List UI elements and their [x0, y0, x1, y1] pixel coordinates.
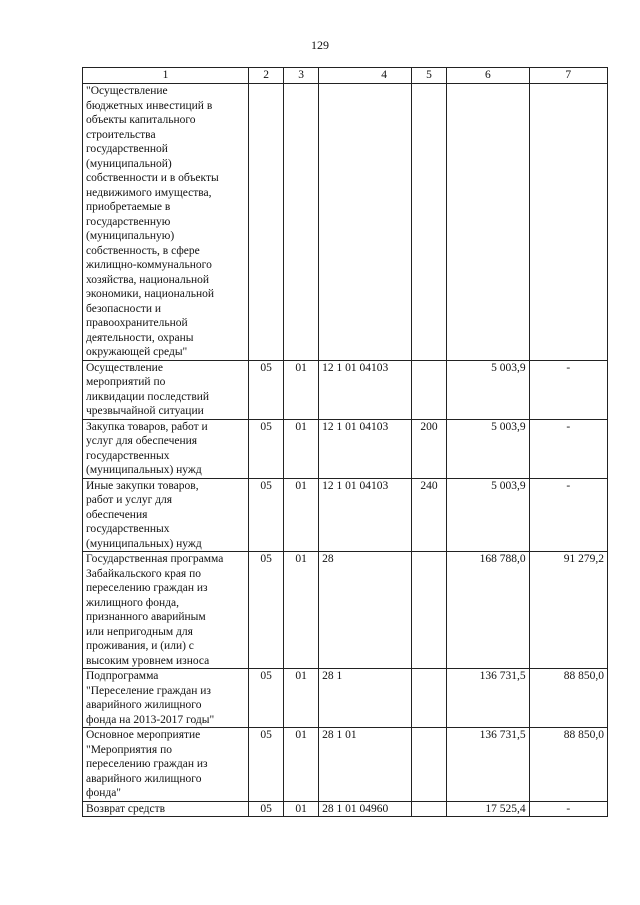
section-code-cell: 05 — [249, 419, 284, 478]
subsection-code-cell — [284, 84, 319, 361]
amount-cell-col7: 91 279,2 — [529, 552, 607, 669]
section-code-cell: 05 — [249, 728, 284, 802]
amount-cell-col7: - — [529, 478, 607, 552]
target-article-cell: 12 1 01 04103 — [319, 478, 412, 552]
table-row — [83, 84, 608, 361]
expense-type-cell — [412, 84, 447, 361]
amount-cell-col6 — [447, 84, 530, 361]
amount-cell-col7: - — [529, 419, 607, 478]
expense-type-cell — [412, 552, 447, 669]
row-name-line: государственных — [86, 523, 170, 535]
row-name-line: деятельности, охраны — [86, 331, 194, 344]
row-name-line: ликвидации последствий — [86, 390, 210, 403]
column-header-1: 1 — [83, 68, 249, 84]
target-article-cell: 12 1 01 04103 — [319, 360, 412, 419]
row-name-cell — [83, 84, 249, 361]
row-name-cell — [83, 801, 249, 817]
row-name-line: (муниципальную) — [86, 230, 175, 242]
row-name-line: (муниципальных) нужд — [86, 537, 202, 550]
amount-cell-col6: 5 003,9 — [447, 478, 530, 552]
row-name-line: (муниципальных) нужд — [86, 464, 202, 476]
row-name-line: "Осуществление — [86, 85, 168, 97]
row-name-line: собственности и в объекты — [86, 172, 219, 184]
row-name-cell — [83, 419, 249, 478]
table-row — [83, 419, 608, 478]
row-name-line: признанного аварийным — [86, 611, 206, 623]
section-code-cell: 05 — [249, 360, 284, 419]
subsection-code-cell: 01 — [284, 669, 319, 728]
row-name-line: проживания, и (или) с — [86, 640, 194, 652]
row-name-line: государственную — [86, 215, 171, 228]
row-name-line: жилищно-коммунального — [86, 259, 212, 271]
table-row — [83, 728, 608, 802]
expense-type-cell — [412, 728, 447, 802]
row-name-line: Закупка товаров, работ и — [86, 420, 208, 433]
row-name-line: окружающей среды" — [86, 346, 188, 358]
row-name-line: Осуществление — [86, 361, 163, 374]
row-name-line: объекты капитального — [86, 114, 196, 126]
subsection-code-cell: 01 — [284, 419, 319, 478]
amount-cell-col6: 136 731,5 — [447, 728, 530, 802]
column-header-5: 5 — [412, 68, 447, 84]
row-name-line: экономики, национальной — [86, 288, 215, 300]
row-name-cell — [83, 669, 249, 728]
row-name-line: фонда на 2013-2017 годы" — [86, 713, 215, 726]
row-name-line: приобретаемые в — [86, 201, 171, 213]
amount-cell-col6: 5 003,9 — [447, 419, 530, 478]
row-name-line: работ и услуг для — [86, 494, 173, 506]
row-name-line: услуг для обеспечения — [86, 435, 198, 447]
expense-type-cell — [412, 801, 447, 817]
row-name-cell — [83, 478, 249, 552]
row-name-line: Основное мероприятие — [86, 729, 201, 741]
target-article-cell — [319, 84, 412, 361]
expense-type-cell — [412, 360, 447, 419]
row-name-line: безопасности и — [86, 302, 162, 315]
target-article-cell: 28 1 01 — [319, 728, 412, 802]
row-name-line: обеспечения — [86, 508, 148, 521]
row-name-line: государственной — [86, 143, 168, 155]
row-name-line: Возврат средств — [86, 802, 166, 815]
row-name-cell — [83, 552, 249, 669]
row-name-line: недвижимого имущества, — [86, 186, 212, 199]
row-name-line: хозяйства, национальной — [86, 273, 210, 286]
amount-cell-col7 — [529, 84, 607, 361]
subsection-code-cell: 01 — [284, 478, 319, 552]
row-name-line: правоохранительной — [86, 317, 188, 329]
section-code-cell — [249, 84, 284, 361]
section-code-cell: 05 — [249, 669, 284, 728]
header-row — [83, 68, 608, 84]
section-code-cell: 05 — [249, 552, 284, 669]
amount-cell-col7: - — [529, 801, 607, 817]
row-name-line: фонда" — [86, 787, 122, 799]
budget-table — [82, 67, 608, 817]
amount-cell-col7: - — [529, 360, 607, 419]
row-name-line: собственность, в сфере — [86, 244, 200, 257]
expense-type-cell: 200 — [412, 419, 447, 478]
row-name-line: мероприятий по — [86, 376, 166, 388]
row-name-line: аварийного жилищного — [86, 772, 202, 785]
expense-type-cell — [412, 669, 447, 728]
row-name-line: (муниципальной) — [86, 157, 172, 170]
table-row — [83, 669, 608, 728]
amount-cell-col7: 88 850,0 — [529, 669, 607, 728]
row-name-line: чрезвычайной ситуации — [86, 405, 204, 417]
table-row — [83, 478, 608, 552]
row-name-line: переселению граждан из — [86, 758, 208, 770]
row-name-line: Забайкальского края по — [86, 567, 201, 580]
expense-type-cell: 240 — [412, 478, 447, 552]
table-body — [83, 84, 608, 817]
subsection-code-cell: 01 — [284, 360, 319, 419]
row-name-line: высоким уровнем износа — [86, 654, 210, 667]
column-header-6: 6 — [447, 68, 530, 84]
target-article-cell: 28 — [319, 552, 412, 669]
row-name-line: жилищного фонда, — [86, 596, 179, 609]
subsection-code-cell: 01 — [284, 801, 319, 817]
row-name-line: строительства — [86, 128, 156, 141]
column-header-3: 3 — [284, 68, 319, 84]
column-header-7: 7 — [529, 68, 607, 84]
subsection-code-cell: 01 — [284, 728, 319, 802]
target-article-cell: 28 1 — [319, 669, 412, 728]
row-name-line: "Мероприятия по — [86, 743, 172, 756]
column-header-2: 2 — [249, 68, 284, 84]
target-article-cell: 28 1 01 04960 — [319, 801, 412, 817]
row-name-line: бюджетных инвестиций в — [86, 99, 213, 112]
row-name-line: Подпрограмма — [86, 670, 159, 682]
column-header-4: 4 — [319, 68, 412, 84]
row-name-line: государственных — [86, 449, 170, 462]
amount-cell-col7: 88 850,0 — [529, 728, 607, 802]
table-row — [83, 801, 608, 817]
section-code-cell: 05 — [249, 801, 284, 817]
row-name-line: или непригодным для — [86, 625, 193, 638]
amount-cell-col6: 136 731,5 — [447, 669, 530, 728]
amount-cell-col6: 17 525,4 — [447, 801, 530, 817]
amount-cell-col6: 168 788,0 — [447, 552, 530, 669]
table-row — [83, 552, 608, 669]
subsection-code-cell: 01 — [284, 552, 319, 669]
row-name-line: Иные закупки товаров, — [86, 479, 199, 492]
row-name-cell — [83, 360, 249, 419]
table-row — [83, 360, 608, 419]
row-name-cell — [83, 728, 249, 802]
section-code-cell: 05 — [249, 478, 284, 552]
row-name-line: Государственная программа — [86, 553, 224, 565]
row-name-line: аварийного жилищного — [86, 699, 202, 711]
row-name-line: переселению граждан из — [86, 582, 208, 594]
row-name-line: "Переселение граждан из — [86, 684, 211, 697]
page-number: 129 — [311, 38, 329, 52]
target-article-cell: 12 1 01 04103 — [319, 419, 412, 478]
amount-cell-col6: 5 003,9 — [447, 360, 530, 419]
